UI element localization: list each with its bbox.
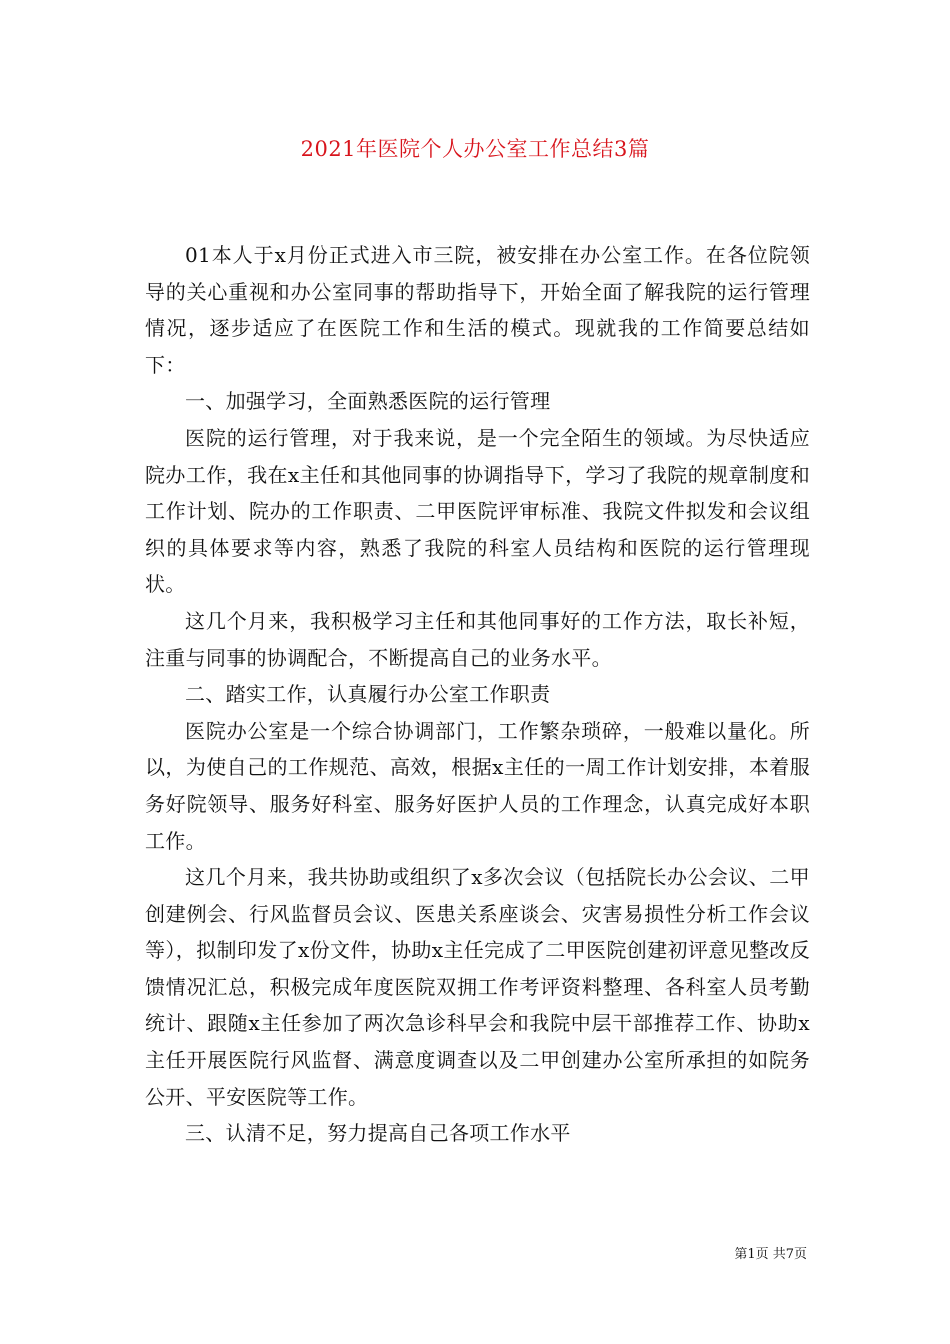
paragraph-intro: 01本人于x月份正式进入市三院，被安排在办公室工作。在各位院领导的关心重视和办公室同事的帮助指导下，开始全面了解我院的运行管理情况，逐步适应了在医院工作和生活的模式。现就我的工作简要总结如下： bbox=[145, 243, 810, 377]
paragraph-section-1-a: 医院的运行管理，对于我来说，是一个完全陌生的领域。为尽快适应院办工作，我在x主任和其他同事的协调指导下，学习了我院的规章制度和工作计划、院办的工作职责、二甲医院评审标准、我院文件拟发和会议组织的具体要求等内容，熟悉了我院的科室人员结构和医院的运行管理现状。 bbox=[145, 425, 810, 597]
paragraph-section-2-a: 医院办公室是一个综合协调部门，工作繁杂琐碎，一般难以量化。所以，为使自己的工作规范、高效，根据x主任的一周工作计划安排，本着服务好院领导、服务好科室、服务好医护人员的工作理念，认真完成好本职工作。 bbox=[145, 718, 810, 853]
document-body bbox=[145, 237, 810, 1152]
page-number-footer: 第1页 共7页 bbox=[734, 1247, 807, 1262]
section-heading-1: 一、加强学习，全面熟悉医院的运行管理 bbox=[185, 389, 551, 414]
section-heading-3: 三、认清不足，努力提高自己各项工作水平 bbox=[185, 1121, 571, 1146]
section-heading-2: 二、踏实工作，认真履行办公室工作职责 bbox=[185, 682, 551, 707]
paragraph-section-2-b: 这几个月来，我共协助或组织了x多次会议（包括院长办公会议、二甲创建例会、行风监督员会议、医患关系座谈会、灾害易损性分析工作会议等），拟制印发了x份文件，协助x主任完成了二甲医院创建初评意见整改反馈情况汇总，积极完成年度医院双拥工作考评资料整理、各科室人员考勤统计、跟随x主任参加了两次急诊科早会和我院中层干部推荐工作、协助x主任开展医院行风监督、满意度调查以及二甲创建办公室所承担的如院务公开、平安医院等工作。 bbox=[145, 865, 810, 1109]
paragraph-section-1-b: 这几个月来，我积极学习主任和其他同事好的工作方法，取长补短，注重与同事的协调配合，不断提高自己的业务水平。 bbox=[145, 608, 810, 670]
document-title: 2021年医院个人办公室工作总结3篇 bbox=[300, 137, 650, 161]
